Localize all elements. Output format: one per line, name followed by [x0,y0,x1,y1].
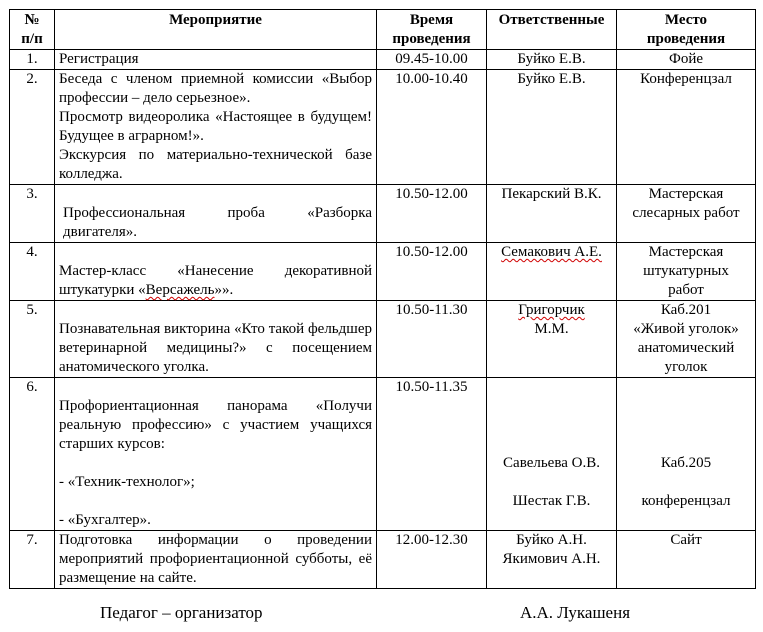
row-event [55,70,377,185]
row-event [55,185,377,243]
signature-name: А.А. Лукашеня [520,603,631,622]
row-time: 10.50-12.00 [377,243,487,301]
row-event [55,531,377,589]
row-number: 3. [10,185,55,243]
row-time: 10.50-11.35 [377,378,487,531]
row-number: 7. [10,531,55,589]
event-text: - «Техник-технолог»; [59,474,195,490]
row-responsible: Пекарский В.К. [487,185,617,243]
event-text: Подготовка информации о проведении мероприятий профориентационной субботы, её размещение на сайте. [59,532,372,586]
signature-role: Педагог – организатор [100,603,263,622]
header-time-line2: проведения [392,31,471,47]
row-time: 09.45-10.00 [377,50,487,70]
header-place-line2: проведения [646,31,726,47]
responsible-line: Шестак Г.В. [512,493,591,509]
header-responsible: Ответственные [487,10,617,50]
row-time: 12.00-12.30 [377,531,487,589]
header-time [377,10,487,50]
responsible-line: Якимович А.Н. [502,551,601,567]
event-text: Познавательная викторина «Кто такой фельдшер ветеринарной медицины?» с посещением анатомического уголка. [59,321,372,375]
table-row [10,185,756,243]
row-number: 1. [10,50,55,70]
table-row [10,301,756,378]
header-number [10,10,55,50]
row-number: 4. [10,243,55,301]
place-line: анатомический [637,340,735,356]
place-line: конференцзал [641,493,731,509]
table-row [10,70,756,185]
spellcheck-word: Версажель [145,282,215,298]
header-number-line1: № [24,12,40,28]
place-line: слесарных работ [632,205,740,221]
row-responsible [487,243,617,301]
header-place-line1: Место [664,12,708,28]
place-line: Каб.201 [660,302,712,318]
responsible-line: Буйко А.Н. [516,532,587,548]
header-number-line2: п/п [21,31,43,47]
row-time: 10.50-11.30 [377,301,487,378]
event-text: Беседа с членом приемной комиссии «Выбор профессии – дело серьезное». [59,71,372,106]
header-event: Мероприятие [55,10,377,50]
event-text: Профессиональная проба «Разборка двигателя». [63,205,372,240]
responsible-line: М.М. [534,321,569,337]
header-place [617,10,756,50]
row-responsible: Буйко Е.В. [487,50,617,70]
row-event [55,378,377,531]
row-responsible [487,531,617,589]
event-text-suffix: »». [214,282,234,298]
row-number: 2. [10,70,55,185]
table-row [10,243,756,301]
row-place [617,243,756,301]
event-text: Просмотр видеоролика «Настоящее в будущем! Будущее в аграрном!». [59,109,372,144]
row-event [55,50,377,70]
row-number: 5. [10,301,55,378]
event-schedule-table [9,9,756,589]
event-text-prefix: Мастер-класс «Нанесение декоративной штукатурки « [59,263,372,298]
responsible-line: Григорчик [518,302,585,318]
place-line: «Живой уголок» [633,321,739,337]
row-responsible: Буйко Е.В. [487,70,617,185]
row-responsible [487,301,617,378]
place-line: работ [668,282,704,298]
place-line: уголок [664,359,708,375]
row-number: 6. [10,378,55,531]
event-text: Регистрация [59,51,139,67]
place-line: Мастерская [648,244,724,260]
row-place [617,378,756,531]
row-place: Сайт [617,531,756,589]
event-text: Профориентационная панорама «Получи реальную профессию» с участием учащихся старших курсов: [59,398,372,452]
place-line: штукатурных [643,263,729,279]
row-event [55,243,377,301]
row-time: 10.00-10.40 [377,70,487,185]
row-event [55,301,377,378]
event-text [59,262,372,300]
row-place [617,301,756,378]
event-text: - «Бухгалтер». [59,512,151,528]
responsible-line: Савельева О.В. [503,455,600,471]
table-row [10,50,756,70]
place-line: Каб.205 [660,455,712,471]
responsible-line: Семакович А.Е. [501,244,602,260]
row-place: Конференцзал [617,70,756,185]
place-line: Мастерская [648,186,724,202]
row-time: 10.50-12.00 [377,185,487,243]
table-row [10,531,756,589]
table-header-row [10,10,756,50]
row-responsible [487,378,617,531]
row-place: Фойе [617,50,756,70]
event-text: Экскурсия по материально-технической базе колледжа. [59,147,372,182]
row-place [617,185,756,243]
header-time-line1: Время [409,12,454,28]
table-row [10,378,756,531]
